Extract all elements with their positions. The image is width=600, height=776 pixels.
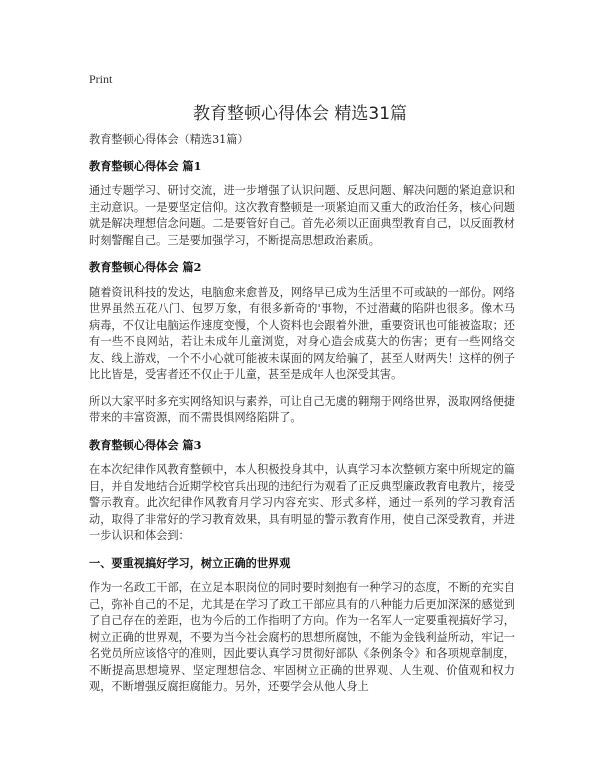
section-heading: 教育整顿心得体会 篇1 (89, 158, 202, 173)
section-heading: 教育整顿心得体会 篇2 (89, 260, 202, 274)
section-heading: 教育整顿心得体会 篇3 (89, 437, 202, 452)
document-body (89, 132, 515, 706)
paragraph: 作为一名政工干部，在立足本职岗位的同时要时刻抱有一种学习的态度，不断的充实自己，弥补自己的不足，尤其是在学习了政工干部应具有的八种能力后更加深深的感觉到了自己存在的差距，也为今后的工作指明了方向。作为一名军人一定要重视搞好学习，树立正确的世界观，不要为当今社会腐朽的思想所腐蚀，不能为金钱利益所动，牢记一名党员所应该恪守的准则，因此要认真学习贯彻好部队《条例条令》和各项规章制度，不断提高思想境界、坚定理想信念、牢固树立正确的世界观、人生观、价值观和权力观，不断增强反腐拒腐能力。另外，还要学会从他人身上 (89, 581, 515, 693)
document-subtitle: 教育整顿心得体会（精选31篇） (89, 133, 249, 146)
paragraph: 通过专题学习、研讨交流，进一步增强了认识问题、反思问题、解决问题的紧迫意识和主动意识。一是要坚定信仰。这次教育整顿是一项紧迫而又重大的政治任务，核心问题就是解决理想信念问题。二是要管好自己。首先必须以正面典型教育自己，以反面教材时刻警醒自己。三是要加强学习，不断提高思想政治素质。 (89, 184, 515, 247)
paragraph: 在本次纪律作风教育整顿中，本人积极投身其中，认真学习本次整顿方案中所规定的篇目，并自发地结合近期学校官兵出现的违纪行为观看了正反典型廉政教育电教片，接受警示教育。此次纪律作风教育月学习内容充实、形式多样，通过一系列的学习教育活动，取得了非常好的学习教育效果，具有明显的警示教育作用，使自己深受教育，并进一步认识和体会到： (89, 463, 515, 542)
print-link[interactable]: Print (89, 72, 113, 86)
paragraph: 随着资讯科技的发达，电脑愈来愈普及，网络早已成为生活里不可或缺的一部份。网络世界虽然五花八门、包罗万象，有很多新奇的'事物，不过潜藏的陷阱也很多。像木马病毒，不仅让电脑运作速度变慢，个人资料也会跟着外泄，重要资讯也可能被盗取；还有一些不良网站，若让未成年儿童浏览，对身心造会成莫大的伤害；更有一些网络交友、线上游戏，一个不小心就可能被未谋面的网友给骗了，甚至人财两失！这样的例子比比皆是，受害者还不仅止于儿童，甚至是成年人也深受其害。 (89, 285, 515, 381)
paragraph: 所以大家平时多充实网络知识与素养，可让自己无虞的翱翔于网络世界，汲取网络便捷带来的丰富资源，而不需畏惧网络陷阱了。 (89, 394, 515, 424)
sub-heading: 一、要重视搞好学习，树立正确的世界观 (89, 555, 291, 570)
page-title: 教育整顿心得体会 精选31篇 (192, 104, 408, 124)
